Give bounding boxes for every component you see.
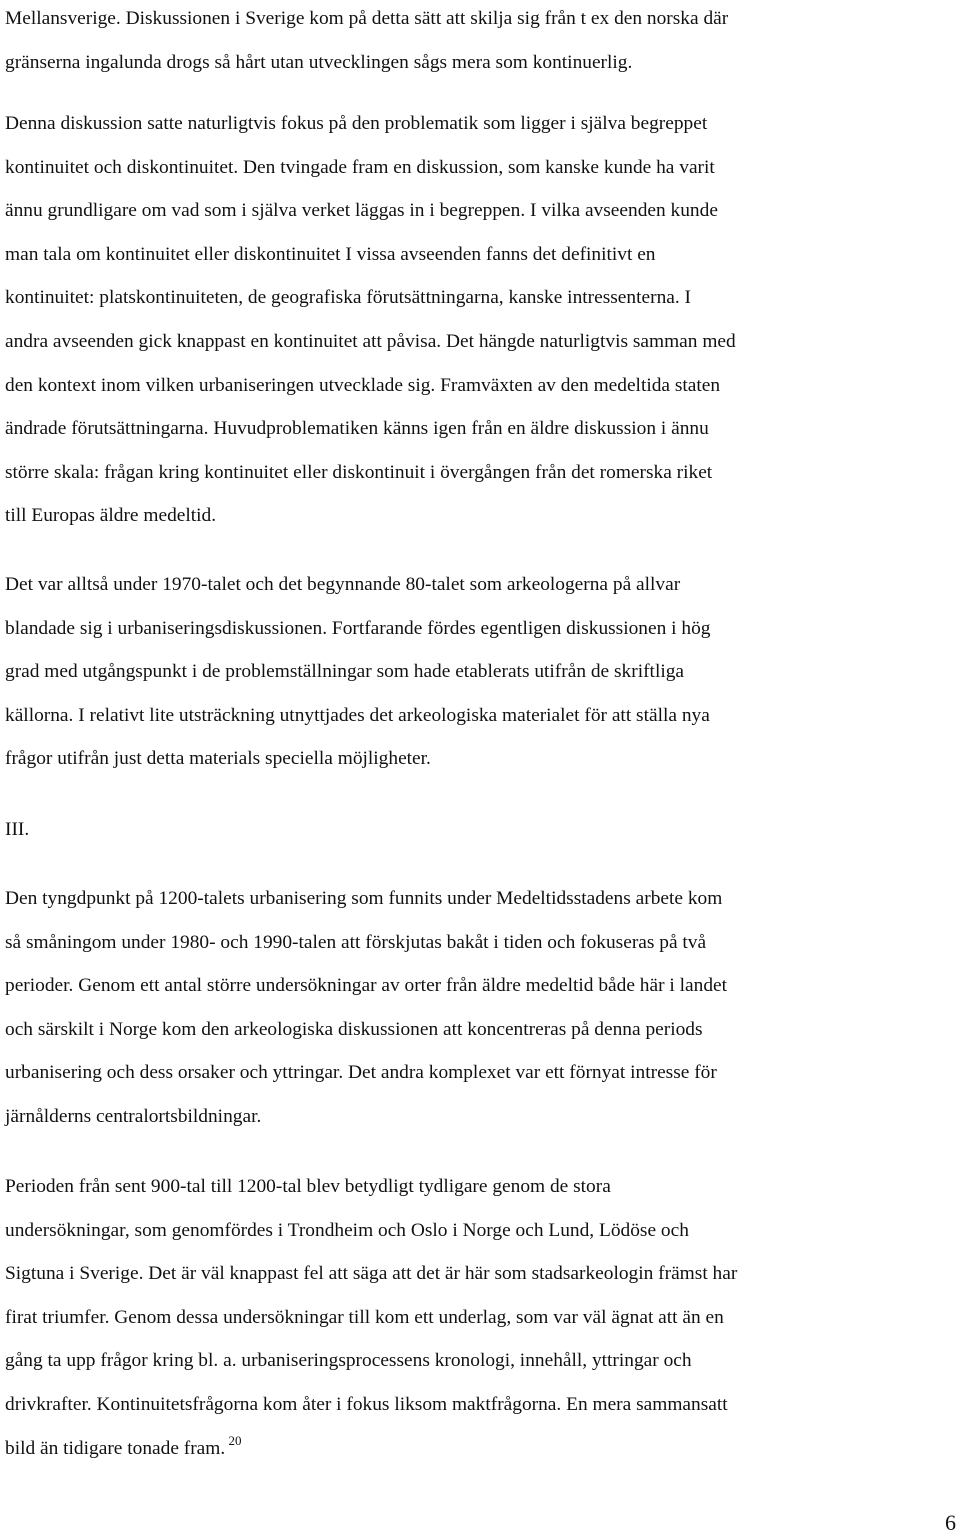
text-line: perioder. Genom ett antal större undersökningar av orter från äldre medeltid både här i landet — [5, 975, 728, 997]
text-line: Den tyngdpunkt på 1200-talets urbanisering som funnits under Medeltidsstadens arbete kom — [5, 888, 723, 909]
text-line: andra avseenden gick knappast en kontinuitet att påvisa. Det hängde naturligtvis samman med — [5, 330, 736, 352]
text-line: bild än tidigare tonade fram. $^{20}$ — [5, 1432, 242, 1459]
text-line: gång ta upp frågor kring bl. a. urbaniseringsprocessens kronologi, innehåll, yttringar och — [5, 1350, 692, 1372]
text-line: man tala om kontinuitet eller diskontinuitet I vissa avseenden fanns det definitivt en — [5, 243, 656, 265]
paragraph-1 — [5, 0, 728, 84]
text-line: urbanisering och dess orsaker och yttringar. Det andra komplexet var ett förnyat intresse för — [5, 1062, 717, 1084]
text-line: frågor utifrån just detta materials speciella möjligheter. — [5, 748, 431, 770]
text-line: drivkrafter. Kontinuitetsfrågorna kom åter i fokus liksom maktfrågorna. En mera sammansatt — [5, 1393, 728, 1415]
text-line: grad med utgångspunkt i de problemställningar som hade etablerats utifrån de skriftliga — [5, 661, 685, 683]
text-line: den kontext inom vilken urbaniseringen utvecklade sig. Framväxten av den medeltida staten — [5, 374, 721, 396]
paragraph-4 — [5, 877, 727, 1139]
text-line: och särskilt i Norge kom den arkeologiska diskussionen att koncentreras på denna periods — [5, 1018, 703, 1040]
paragraph-2 — [5, 102, 736, 538]
text-line: ännu grundligare om vad som i själva verket läggas in i begreppen. I vilka avseenden kunde — [5, 200, 718, 222]
text-line: så småningom under 1980- och 1990-talen att förskjutas bakåt i tiden och fokuseras på två — [5, 931, 707, 953]
paragraph-3 — [5, 563, 710, 781]
text-line: gränserna ingalunda drogs så hårt utan utvecklingen sågs mera som kontinuerlig. — [5, 51, 633, 73]
text-line: Mellansverige. Diskussionen i Sverige kom på detta sätt att skilja sig från t ex den norska där — [5, 8, 729, 29]
text-line: ändrade förutsättningarna. Huvudproblematiken känns igen från en äldre diskussion i ännu — [5, 418, 709, 440]
text-line: kontinuitet och diskontinuitet. Den tvingade fram en diskussion, som kanske kunde ha varit — [5, 156, 715, 178]
text-line: Denna diskussion satte naturligtvis fokus på den problematik som ligger i själva begreppet — [5, 113, 708, 134]
text-line: firat triumfer. Genom dessa undersökningar till kom ett underlag, som var väl ägnat att än en — [5, 1306, 724, 1328]
text-line: blandade sig i urbaniseringsdiskussionen. Fortfarande fördes egentligen diskussionen i hög — [5, 617, 711, 639]
text-line: till Europas äldre medeltid. — [5, 505, 217, 527]
footnote-reference: 20 — [225, 1432, 242, 1448]
text-line: större skala: frågan kring kontinuitet eller diskontinuit i övergången från det romerska riket — [5, 461, 713, 483]
paragraph-5 — [5, 1165, 737, 1470]
text-line: Det var alltså under 1970-talet och det begynnande 80-talet som arkeologerna på allvar — [5, 574, 681, 595]
text-line: kontinuitet: platskontinuiteten, de geografiska förutsättningarna, kanske intressenterna. I — [5, 287, 692, 309]
page-number: 6 — [945, 1510, 956, 1535]
text-line: källorna. I relativt lite utsträckning utnyttjades det arkeologiska materialet för att ställa nya — [5, 704, 710, 726]
text-line: järnålderns centralortsbildningar. — [5, 1105, 262, 1127]
section-heading: III. — [5, 819, 30, 840]
text-line: Perioden från sent 900-tal till 1200-tal blev betydligt tydligare genom de stora — [5, 1176, 611, 1197]
text-line: Sigtuna i Sverige. Det är väl knappast fel att säga att det är här som stadsarkeologin främst har — [5, 1263, 738, 1285]
text-line: undersökningar, som genomfördes i Trondheim och Oslo i Norge och Lund, Lödöse och — [5, 1219, 689, 1241]
